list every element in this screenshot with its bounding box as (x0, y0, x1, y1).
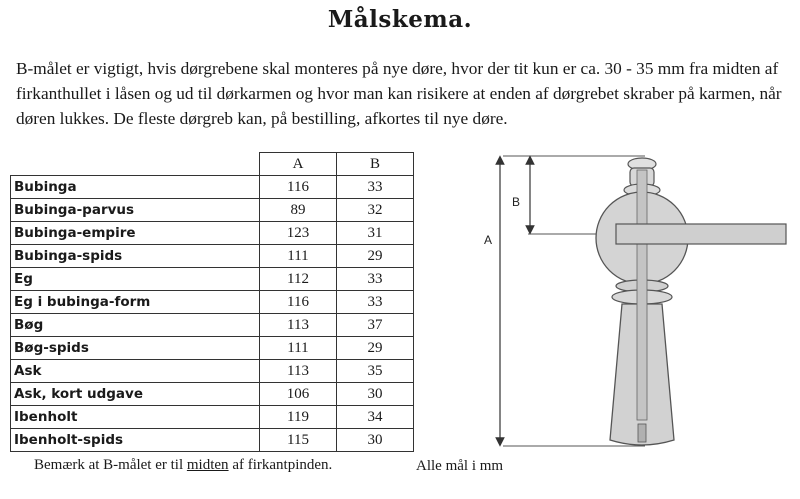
row-name: Ask (11, 360, 260, 383)
value-b: 29 (337, 337, 414, 360)
door-handle-drawing (596, 158, 688, 445)
value-b: 34 (337, 406, 414, 429)
table-row (11, 314, 414, 337)
row-name: Bubinga (11, 176, 260, 199)
value-a: 116 (260, 176, 337, 199)
value-b: 30 (337, 383, 414, 406)
value-b: 32 (337, 199, 414, 222)
value-a: 113 (260, 360, 337, 383)
footnote (34, 457, 332, 474)
column-header-a: A (260, 153, 337, 176)
measurement-table (10, 152, 414, 452)
row-name: Ibenholt-spids (11, 429, 260, 452)
table-row (11, 337, 414, 360)
row-name: Bøg-spids (11, 337, 260, 360)
value-b: 37 (337, 314, 414, 337)
row-name: Bøg (11, 314, 260, 337)
value-b: 33 (337, 291, 414, 314)
row-name: Eg (11, 268, 260, 291)
square-spindle (616, 224, 786, 244)
table-row (11, 360, 414, 383)
table-header-row (11, 153, 414, 176)
footnote-text-before: Bemærk at B-målet er til (34, 457, 187, 473)
row-name: Eg i bubinga-form (11, 291, 260, 314)
intro-paragraph: B-målet er vigtigt, hvis dørgrebene skal monteres på nye døre, hvor der tit kun er ca. 30 - 35 mm fra midten af firkanthullet i låsen og ud til dørkarmen og hvor man kan risikere at enden af dørgrebet skraber på karmen, når døren lukkes. De fleste dørgreb kan, på bestilling, afkortes til nye døre. (16, 59, 782, 128)
value-a: 106 (260, 383, 337, 406)
page-title: Målskema. (327, 6, 473, 33)
value-a: 115 (260, 429, 337, 452)
dimension-b-label: B (512, 195, 521, 209)
value-a: 113 (260, 314, 337, 337)
units-note: Alle mål i mm (416, 458, 504, 474)
value-a: 116 (260, 291, 337, 314)
value-a: 89 (260, 199, 337, 222)
row-name: Bubinga-empire (11, 222, 260, 245)
table-row (11, 199, 414, 222)
row-name: Bubinga-parvus (11, 199, 260, 222)
value-b: 33 (337, 268, 414, 291)
table-row (11, 429, 414, 452)
value-b: 33 (337, 176, 414, 199)
value-a: 119 (260, 406, 337, 429)
value-b: 31 (337, 222, 414, 245)
row-name: Ibenholt (11, 406, 260, 429)
table-row (11, 383, 414, 406)
column-header-b: B (337, 153, 414, 176)
table-row (11, 406, 414, 429)
footnote-text-after: af firkantpinden. (228, 457, 333, 473)
table-header-blank (11, 153, 260, 176)
table-row (11, 291, 414, 314)
table-row (11, 222, 414, 245)
value-a: 111 (260, 245, 337, 268)
footnote-underlined: midten (186, 457, 229, 473)
door-handle-diagram (470, 150, 790, 456)
row-name: Ask, kort udgave (11, 383, 260, 406)
table-row (11, 176, 414, 199)
value-b: 30 (337, 429, 414, 452)
table-row (11, 268, 414, 291)
dimension-a-label: A (484, 233, 493, 247)
value-a: 111 (260, 337, 337, 360)
table-row (11, 245, 414, 268)
value-b: 35 (337, 360, 414, 383)
value-a: 112 (260, 268, 337, 291)
row-name: Bubinga-spids (11, 245, 260, 268)
value-a: 123 (260, 222, 337, 245)
value-b: 29 (337, 245, 414, 268)
